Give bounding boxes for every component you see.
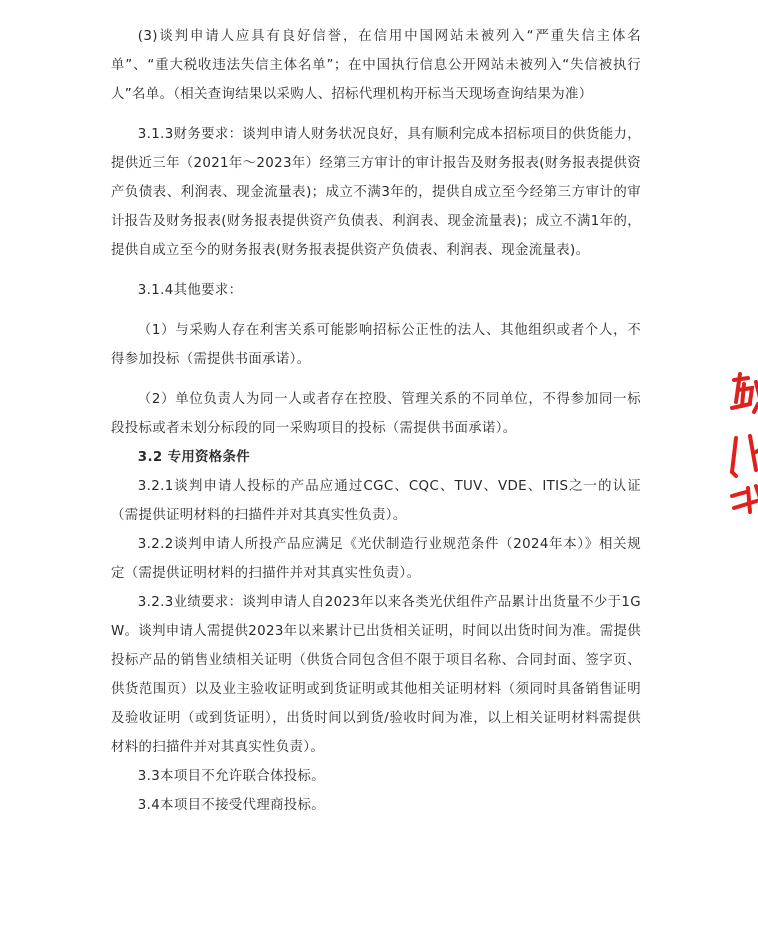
red-seal-stamp-icon bbox=[726, 368, 758, 518]
paragraph-no-consortium: 3.3本项目不允许联合体投标。 bbox=[137, 769, 326, 784]
paragraph-same-responsible-person: （2）单位负责人为同一人或者存在控股、管理关系的不同单位，不得参加同一标段投标或者未划分标段的同一采购项目的投标（需提供书面承诺）。 bbox=[111, 392, 641, 436]
section-heading-special-qualification: 3.2 专用资格条件 bbox=[137, 450, 251, 465]
paragraph-conflict-of-interest: （1）与采购人存在利害关系可能影响招标公正性的法人、其他组织或者个人，不得参加投标（需提供书面承诺）。 bbox=[111, 323, 641, 367]
paragraph-financial-requirement: 3.1.3财务要求：谈判申请人财务状况良好，具有顺利完成本招标项目的供货能力，提供近三年（2021年～2023年）经第三方审计的审计报告及财务报表(财务报表提供资产负债表、利润表、现金流量表)；成立不满3年的，提供自成立至今经第三方审计的审计报告及财务报表(财务报表提供资产负债表、利润表、现金流量表)；成立不满1年的，提供自成立至今的财务报表(财务报表提供资产负债表、利润表、现金流量表)。 bbox=[111, 127, 641, 258]
paragraph-performance-requirement: 3.2.3业绩要求：谈判申请人自2023年以来各类光伏组件产品累计出货量不少于1GW。谈判申请人需提供2023年以来累计已出货相关证明，时间以出货时间为准。需提供投标产品的销售业绩相关证明（供货合同包含但不限于项目名称、合同封面、签字页、供货范围页）以及业主验收证明或到货证明或其他相关证明材料（须同时具备销售证明及验收证明（或到货证明），出货时间以到货/验收时间为准，以上相关证明材料需提供材料的扫描件并对其真实性负责）。 bbox=[111, 595, 641, 755]
paragraph-industry-standard: 3.2.2谈判申请人所投产品应满足《光伏制造行业规范条件（2024年本）》相关规定（需提供证明材料的扫描件并对其真实性负责）。 bbox=[111, 537, 641, 581]
paragraph-credit-requirement: (3)谈判申请人应具有良好信誉，在信用中国网站未被列入“严重失信主体名单”、“重大税收违法失信主体名单”；在中国执行信息公开网站未被列入“失信被执行人”名单。（相关查询结果以采购人、招标代理机构开标当天现场查询结果为准） bbox=[111, 29, 641, 102]
paragraph-certification: 3.2.1谈判申请人投标的产品应通过CGC、CQC、TUV、VDE、ITIS之一的认证（需提供证明材料的扫描件并对其真实性负责）。 bbox=[111, 479, 641, 523]
paragraph-other-requirements: 3.1.4其他要求： bbox=[137, 283, 243, 298]
document-body bbox=[111, 22, 641, 820]
paragraph-no-agent: 3.4本项目不接受代理商投标。 bbox=[137, 798, 326, 813]
